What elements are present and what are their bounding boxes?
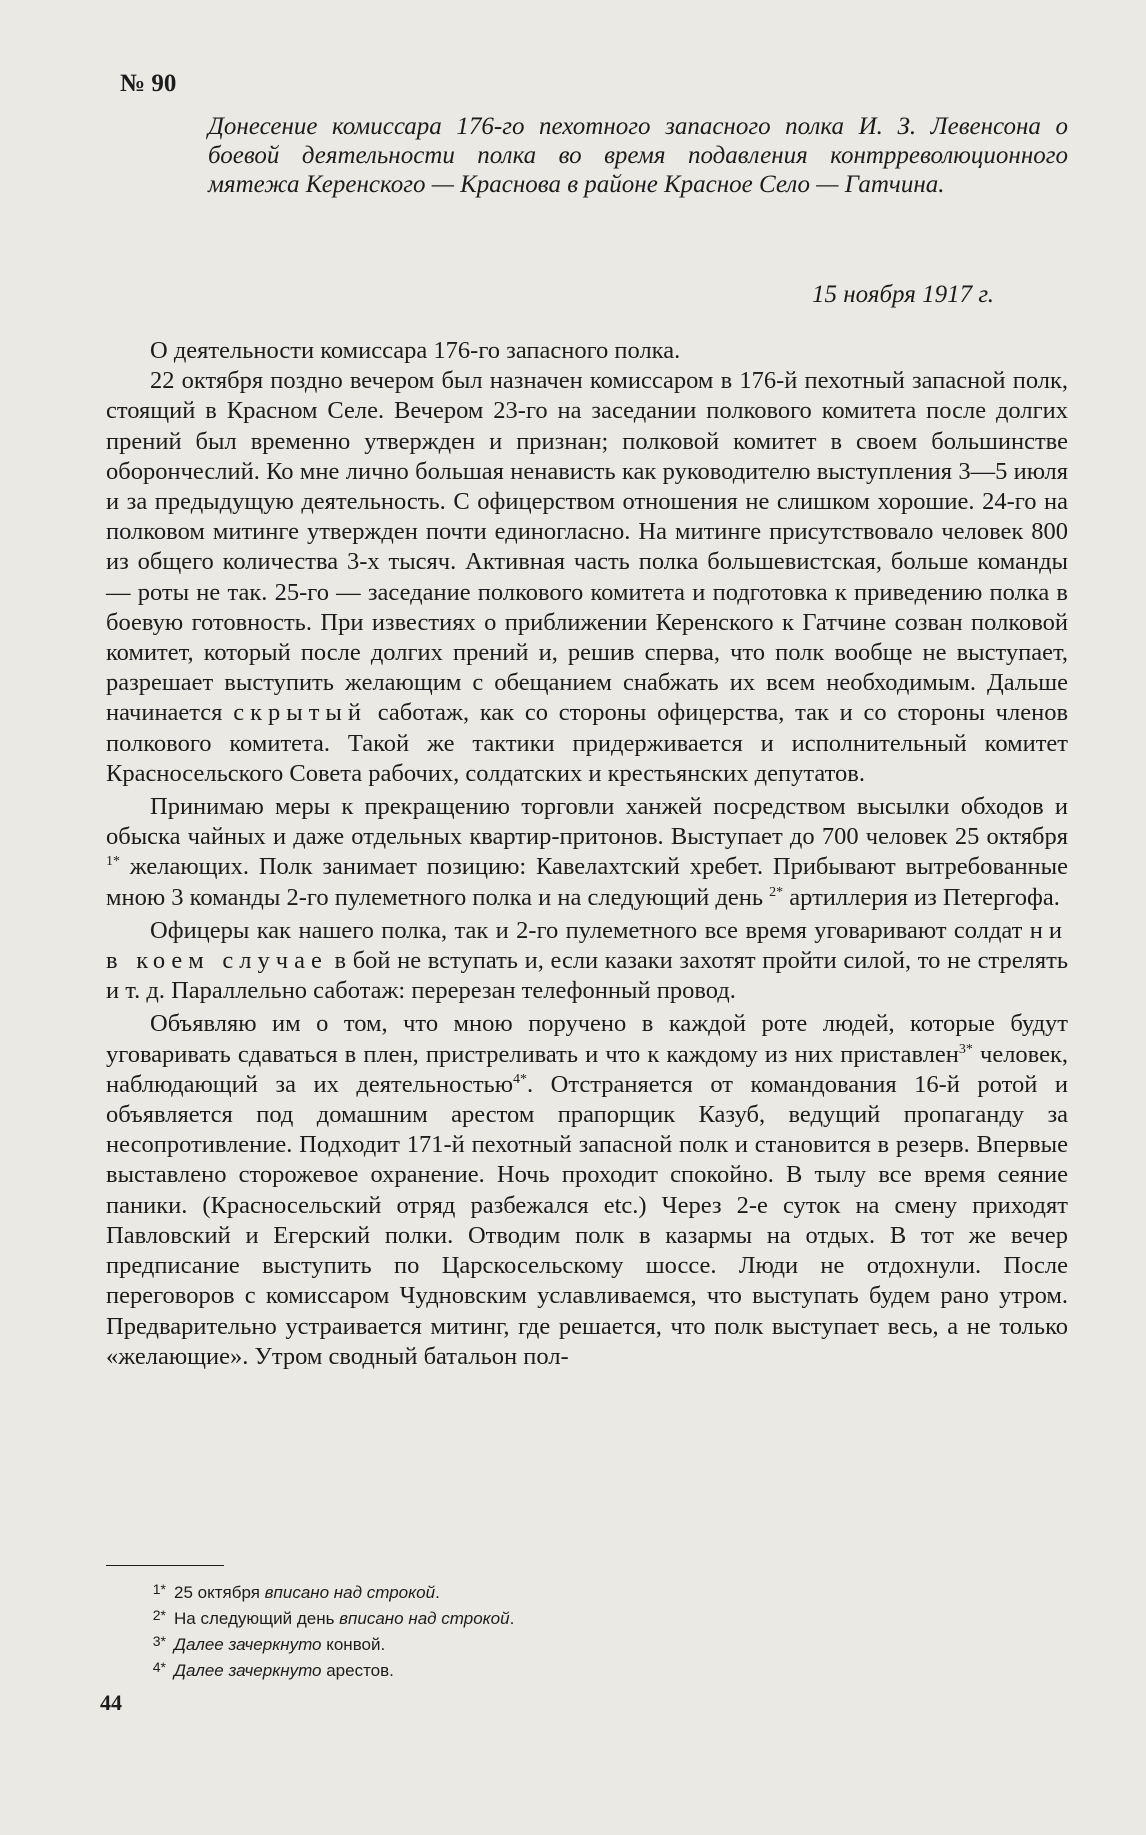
footnote-3: 3* Далее зачеркнуто конвой. (152, 1633, 386, 1654)
footnote-2: 2* На следующий день вписано над строкой. (152, 1607, 515, 1628)
paragraph-4: Офицеры как нашего полка, так и 2-го пулеметного все время уговаривают солдат ни в коем случае в бой не вступать и, если казаки захотят пройти силой, то не стрелять и т. д. Параллельно саботаж: перерезан телефонный провод. (106, 916, 1069, 1005)
document-body (106, 336, 1068, 1375)
footnote-1: 1* 25 октября вписано над строкой. (152, 1581, 440, 1602)
footnote-ref-3: 3* (958, 1041, 973, 1057)
footnote-divider (106, 1565, 224, 1566)
spaced-emphasis: скрытый (233, 699, 367, 727)
document-date: 15 ноября 1917 г. (812, 281, 994, 308)
footnote-ref-4: 4* (513, 1071, 528, 1087)
paragraph-3: Принимаю меры к прекращению торговли ханжей посредством высылки обходов и обыска чайных и даже отдельных квартир-притонов. Выступает до 700 человек 25 октября $^{1*}$ желающих. Полк занимает позицию: Кавелахтский хребет. Прибывают вытребованные мною 3 команды 2-го пулеметного полка и на следующий день $^{2*}$ артиллерия из Петергофа. (106, 793, 1068, 911)
page-number: 44 (100, 1690, 122, 1715)
document-heading: Донесение комиссара 176-го пехотного запасного полка И. З. Левенсона о боевой деятельности полка во время подавления контрреволюционного мятежа Керенского — Краснова в районе Красное Село — Гатчина. (208, 113, 1068, 198)
paragraph-2: 22 октября поздно вечером был назначен комиссаром в 176-й пехотный запасной полк, стоящий в Красном Селе. Вечером 23-го на заседании полкового комитета после долгих прений был временно утвержден и признан; полковой комитет в своем большинстве оборончеслий. Ко мне лично большая ненависть как руководителю выступления 3—5 июля и за предыдущую деятельность. С офицерством отношения не слишком хорошие. 24-го на полковом митинге утвержден почти единогласно. На митинге присутствовало человек 800 из общего количества 3-х тысяч. Активная часть полка большевистская, больше команды — роты не так. 25-го — заседание полкового комитета и подготовка к приведению полка в боевую готовность. При известиях о приближении Керенского к Гатчине созван полковой комитет, который после долгих прений и, решив сперва, что полк вообще не выступает, разрешает выступить желающим с обещанием снабжать их всем необходимым. Дальше начинается скрытый саботаж, как со стороны офицерства, так и со стороны членов полкового комитета. Такой же тактики придерживается и исполнительный комитет Красносельского Совета рабочих, солдатских и крестьянских депутатов. (106, 367, 1069, 787)
footnote-4: 4* Далее зачеркнуто арестов. (152, 1659, 394, 1680)
footnote-ref-1: 1* (106, 854, 120, 870)
footnote-ref-2: 2* (769, 884, 784, 900)
spaced-emphasis: ни в коем случае (106, 916, 1069, 975)
paragraph-5: Объявляю им о том, что мною поручено в каждой роте людей, которые будут уговаривать сдаваться в плен, пристреливать и что к каждому из них приставлен$^{3*}$ человек, наблюдающий за их деятельностью$^{4*}$. Отстраняется от командования 16-й ротой и объявляется под домашним арестом прапорщик Казуб, ведущий пропаганду за несопротивление. Подходит 171-й пехотный запасной полк и становится в резерв. Впервые выставлено сторожевое охранение. Ночь проходит спокойно. В тылу все время сеяние паники. (Красносельский отряд разбежался etc.) Через 2-е суток на смену приходят Павловский и Егерский полки. Отводим полк в казармы на отдых. В тот же вечер предписание выступить по Царскосельскому шоссе. Люди не отдохнули. После переговоров с комиссаром Чудновским уславливаемся, что выступать будем рано утром. Предварительно устраивается митинг, где решается, что полк выступает весь, а не только «желающие». Утром сводный батальон пол- (106, 1010, 1069, 1370)
document-number: № 90 (120, 70, 177, 97)
paragraph-1: О деятельности комиссара 176-го запасного полка. (150, 337, 681, 364)
footnotes (136, 1578, 836, 1682)
